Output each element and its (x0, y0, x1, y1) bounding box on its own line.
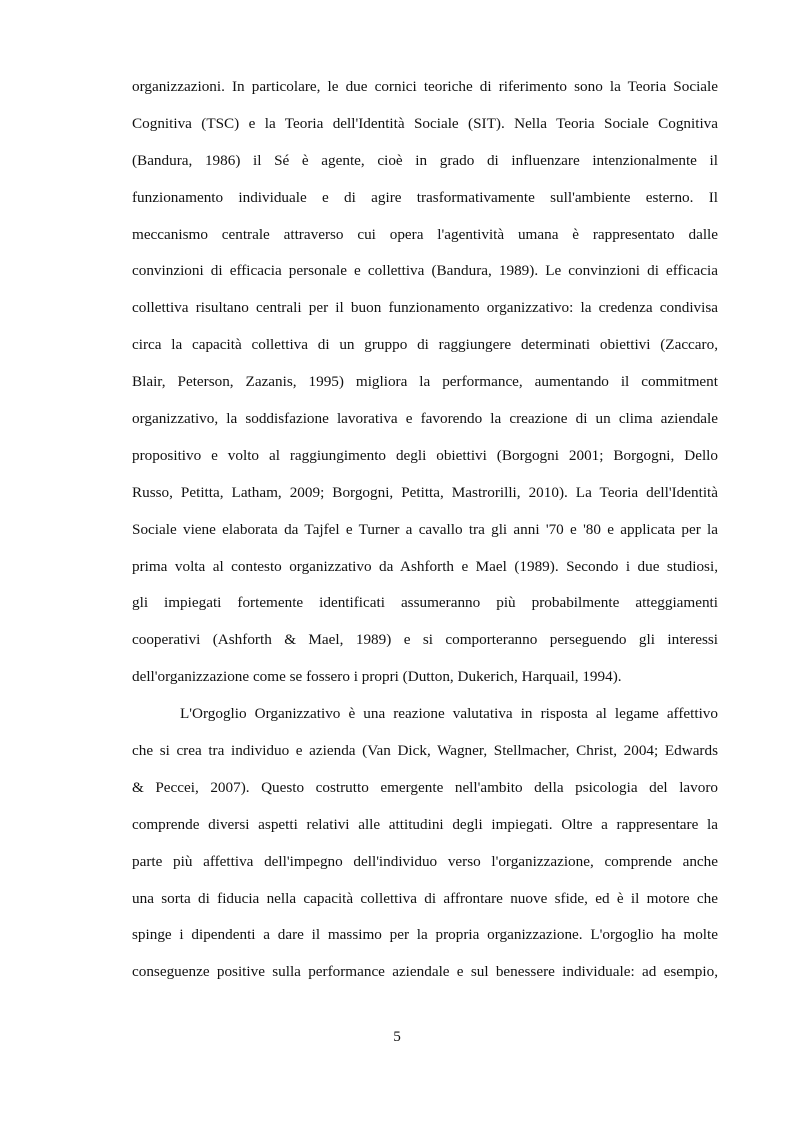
text-line: dell'organizzazione come se fossero i propri (Dutton, Dukerich, Harquail, 1994). (132, 668, 622, 686)
text-line: conseguenze positive sulla performance aziendale e sul benessere individuale: ad esempio, (132, 963, 718, 981)
text-line: propositivo e volto al raggiungimento degli obiettivi (Borgogni 2001; Borgogni, Dello (132, 446, 718, 464)
text-line: convinzioni di efficacia personale e collettiva (Bandura, 1989). Le convinzioni di efficacia (132, 262, 718, 280)
text-line: che si crea tra individuo e azienda (Van Dick, Wagner, Stellmacher, Christ, 2004; Edwards (132, 742, 718, 760)
text-line: & Peccei, 2007). Questo costrutto emergente nell'ambito della psicologia del lavoro (132, 778, 718, 796)
page-number: 5 (393, 1028, 401, 1045)
text-line: parte più affettiva dell'impegno dell'individuo verso l'organizzazione, comprende anche (132, 852, 718, 870)
text-line: organizzativo, la soddisfazione lavorativa e favorendo la creazione di un clima aziendale (132, 410, 718, 428)
text-line: organizzazioni. In particolare, le due cornici teoriche di riferimento sono la Teoria Sociale (132, 78, 718, 95)
text-line: (Bandura, 1986) il Sé è agente, cioè in grado di influenzare intenzionalmente il (132, 151, 718, 169)
text-line: spinge i dipendenti a dare il massimo per la propria organizzazione. L'orgoglio ha molte (132, 926, 718, 944)
text-line: Sociale viene elaborata da Tajfel e Turner a cavallo tra gli anni '70 e '80 e applicata per la (132, 520, 718, 538)
text-line: Cognitiva (TSC) e la Teoria dell'Identità Sociale (SIT). Nella Teoria Sociale Cognitiva (132, 114, 718, 132)
text-line: funzionamento individuale e di agire trasformativamente sull'ambiente esterno. Il (132, 188, 718, 206)
text-line: L'Orgoglio Organizzativo è una reazione valutativa in risposta al legame affettivo (180, 705, 718, 723)
text-line: gli impiegati fortemente identificati assumeranno più probabilmente atteggiamenti (132, 594, 718, 612)
text-line: comprende diversi aspetti relativi alle attitudini degli impiegati. Oltre a rappresentare la (132, 815, 718, 833)
paragraph-2 (132, 696, 718, 991)
text-line: meccanismo centrale attraverso cui opera l'agentività umana è rappresentato dalle (132, 225, 718, 243)
text-line: Russo, Petitta, Latham, 2009; Borgogni, Petitta, Mastrorilli, 2010). La Teoria dell'Identità (132, 483, 718, 501)
paragraph-1 (132, 69, 718, 696)
text-line: cooperativi (Ashforth & Mael, 1989) e si comporteranno perseguendo gli interessi (132, 631, 718, 649)
text-line: collettiva risultano centrali per il buon funzionamento organizzativo: la credenza condivisa (132, 299, 718, 317)
text-line: una sorta di fiducia nella capacità collettiva di affrontare nuove sfide, ed è il motore che (132, 889, 718, 907)
text-line: circa la capacità collettiva di un gruppo di raggiungere determinati obiettivi (Zaccaro, (132, 336, 718, 354)
text-line: Blair, Peterson, Zazanis, 1995) migliora la performance, aumentando il commitment (132, 373, 718, 391)
body-text (132, 69, 718, 991)
text-line: prima volta al contesto organizzativo da Ashforth e Mael (1989). Secondo i due studiosi, (132, 557, 718, 575)
